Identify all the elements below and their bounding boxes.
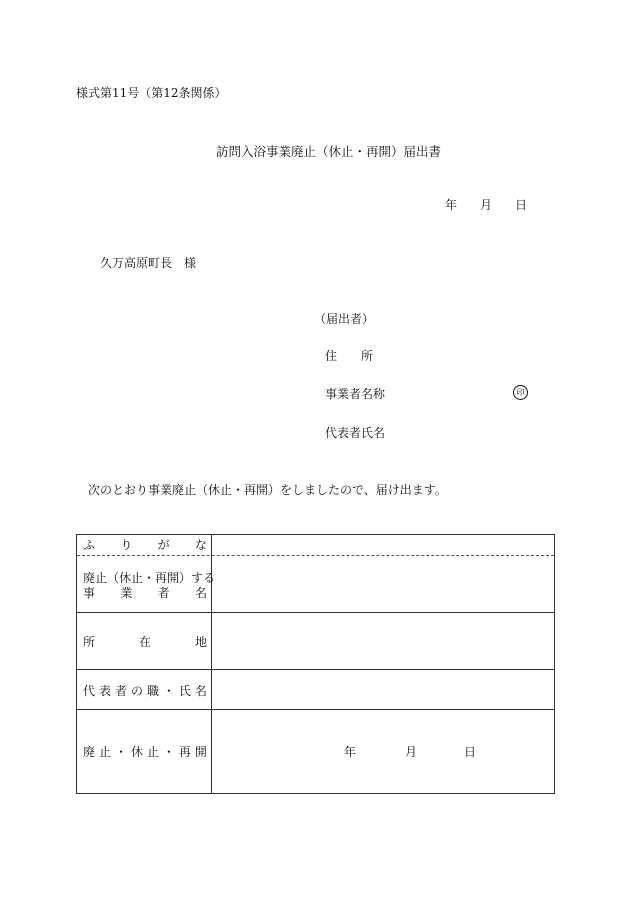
daterow-char: ・	[114, 745, 127, 759]
representative-char: 表	[98, 684, 111, 698]
furigana-label	[83, 538, 207, 552]
representative-char: 氏	[178, 684, 191, 698]
representative-char: 代	[83, 684, 96, 698]
location-char: 地	[194, 635, 207, 649]
daterow-char: 開	[194, 745, 207, 759]
location-char: 在	[138, 635, 151, 649]
table-row-divider	[77, 709, 554, 710]
location-label	[83, 635, 207, 649]
daterow-char: 再	[178, 745, 191, 759]
daterow-char: 休	[130, 745, 143, 759]
representative-char: の	[130, 684, 143, 698]
date-row-label	[83, 745, 207, 759]
notifier-label: （届出者）	[314, 312, 375, 326]
header-date-year: 年	[445, 198, 458, 212]
daterow-char: 廃	[83, 745, 96, 759]
form-number-label: 様式第11号（第12条関係）	[76, 86, 227, 100]
representative-char: 職	[146, 684, 159, 698]
daterow-char: ・	[162, 745, 175, 759]
table-row-divider	[77, 612, 554, 613]
table-date-year: 年	[344, 745, 357, 759]
page-title: 訪問入浴事業廃止（休止・再開）届出書	[216, 144, 442, 159]
business-name-label-line2	[83, 586, 207, 600]
statement-text: 次のとおり事業廃止（休止・再開）をしましたので、届け出ます。	[88, 483, 447, 497]
furigana-char: り	[120, 538, 133, 552]
furigana-char: な	[194, 538, 207, 552]
header-date-month: 月	[480, 198, 493, 212]
daterow-char: 止	[146, 745, 159, 759]
bizname2-char: 者	[157, 586, 170, 600]
furigana-char: が	[157, 538, 170, 552]
notifier-address-label: 住 所	[325, 349, 374, 363]
notifier-representative-label: 代表者氏名	[325, 426, 386, 440]
seal-stamp-mark: 印	[513, 385, 528, 400]
representative-char: ・	[162, 684, 175, 698]
business-name-label-line1: 廃止（休止・再開）する	[83, 571, 216, 585]
table-dashed-divider	[77, 555, 554, 556]
representative-label	[83, 684, 207, 698]
furigana-char: ふ	[83, 538, 96, 552]
daterow-char: 止	[98, 745, 111, 759]
addressee: 久万高原町長 様	[100, 256, 197, 270]
table-date-day: 日	[464, 745, 477, 759]
notifier-company-label: 事業者名称	[325, 387, 386, 401]
bizname2-char: 名	[194, 586, 207, 600]
bizname2-char: 事	[83, 586, 96, 600]
table-date-month: 月	[405, 745, 418, 759]
header-date-day: 日	[515, 198, 528, 212]
notification-table	[76, 534, 555, 794]
bizname2-char: 業	[120, 586, 133, 600]
representative-char: 名	[194, 684, 207, 698]
representative-char: 者	[114, 684, 127, 698]
location-char: 所	[83, 635, 96, 649]
table-row-divider	[77, 669, 554, 670]
